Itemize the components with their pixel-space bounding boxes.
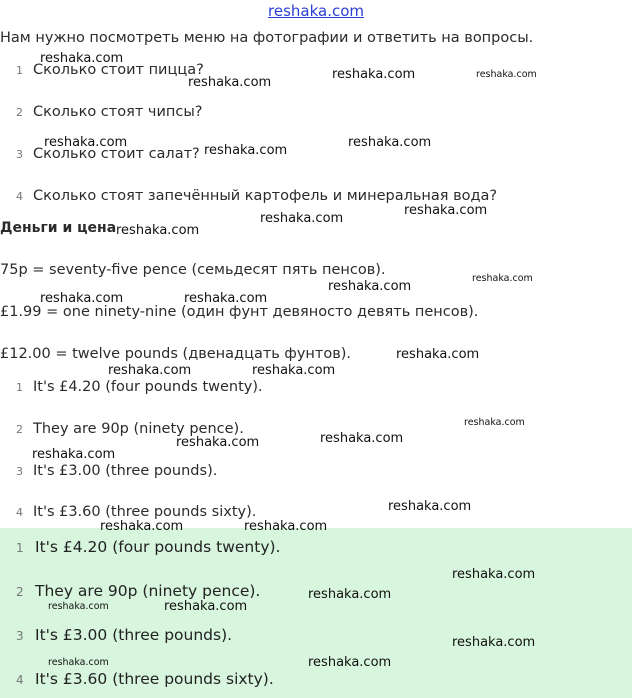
site-header-link[interactable]: reshaka.com [268, 2, 364, 20]
answer-text: It's £4.20 (four pounds twenty). [33, 379, 263, 395]
watermark: reshaka.com [388, 499, 472, 514]
question-text: Сколько стоят чипсы? [33, 104, 203, 120]
watermark: reshaka.com [396, 347, 480, 362]
watermark: reshaka.com [108, 363, 192, 378]
answer-number: 1 [16, 381, 23, 394]
question-text: Сколько стоят запечённый картофель и минеральная вода? [33, 188, 498, 204]
question-number: 3 [16, 148, 23, 161]
example-line: 75p = seventy-five pence (семьдесят пять пенсов). [0, 262, 386, 278]
answer-number: 4 [16, 506, 23, 519]
answer-text: It's £3.60 (three pounds sixty). [35, 670, 274, 688]
answer-number: 4 [16, 673, 24, 687]
watermark: reshaka.com [164, 599, 248, 614]
question-number: 4 [16, 190, 23, 203]
answer-text: It's £3.00 (three pounds). [35, 626, 233, 644]
answer-number: 1 [16, 541, 24, 555]
watermark: reshaka.com [252, 363, 336, 378]
watermark: reshaka.com [32, 447, 116, 462]
watermark: reshaka.com [44, 135, 128, 150]
example-line: £12.00 = twelve pounds (двенадцать фунтов). [0, 346, 352, 362]
watermark: reshaka.com [348, 135, 432, 150]
section-heading: Деньги и цена [0, 220, 117, 236]
answer-number: 3 [16, 465, 23, 478]
watermark: reshaka.com [328, 279, 412, 294]
watermark: reshaka.com [188, 75, 272, 90]
watermark: reshaka.com [308, 587, 392, 602]
question-text: Сколько стоит пицца? [33, 62, 204, 78]
answer-number: 2 [16, 423, 23, 436]
watermark: reshaka.com [320, 431, 404, 446]
watermark: reshaka.com [472, 273, 533, 284]
watermark: reshaka.com [452, 635, 536, 650]
answer-text: They are 90p (ninety pence). [35, 582, 261, 600]
watermark: reshaka.com [260, 211, 344, 226]
watermark: reshaka.com [476, 69, 537, 80]
watermark: reshaka.com [48, 601, 109, 612]
example-line: £1.99 = one ninety-nine (один фунт девяносто девять пенсов). [0, 304, 479, 320]
watermark: reshaka.com [244, 519, 328, 534]
watermark: reshaka.com [204, 143, 288, 158]
answer-text: They are 90p (ninety pence). [33, 421, 244, 437]
answer-text: It's £3.00 (three pounds). [33, 463, 218, 479]
watermark: reshaka.com [176, 435, 260, 450]
watermark: reshaka.com [48, 657, 109, 668]
answer-number: 2 [16, 585, 24, 599]
watermark: reshaka.com [184, 291, 268, 306]
answer-text: It's £3.60 (three pounds sixty). [33, 504, 257, 520]
watermark: reshaka.com [452, 567, 536, 582]
watermark: reshaka.com [464, 417, 525, 428]
question-number: 1 [16, 64, 23, 77]
question-text: Сколько стоит салат? [33, 146, 200, 162]
watermark: reshaka.com [308, 655, 392, 670]
intro-text: Нам нужно посмотреть меню на фотографии и ответить на вопросы. [0, 30, 534, 46]
watermark: reshaka.com [40, 291, 124, 306]
watermark: reshaka.com [40, 51, 124, 66]
highlighted-answers [0, 528, 632, 698]
watermark: reshaka.com [100, 519, 184, 534]
answer-text: It's £4.20 (four pounds twenty). [35, 538, 281, 556]
watermark: reshaka.com [116, 223, 200, 238]
answer-number: 3 [16, 629, 24, 643]
watermark: reshaka.com [332, 67, 416, 82]
watermark: reshaka.com [404, 203, 488, 218]
question-number: 2 [16, 106, 23, 119]
